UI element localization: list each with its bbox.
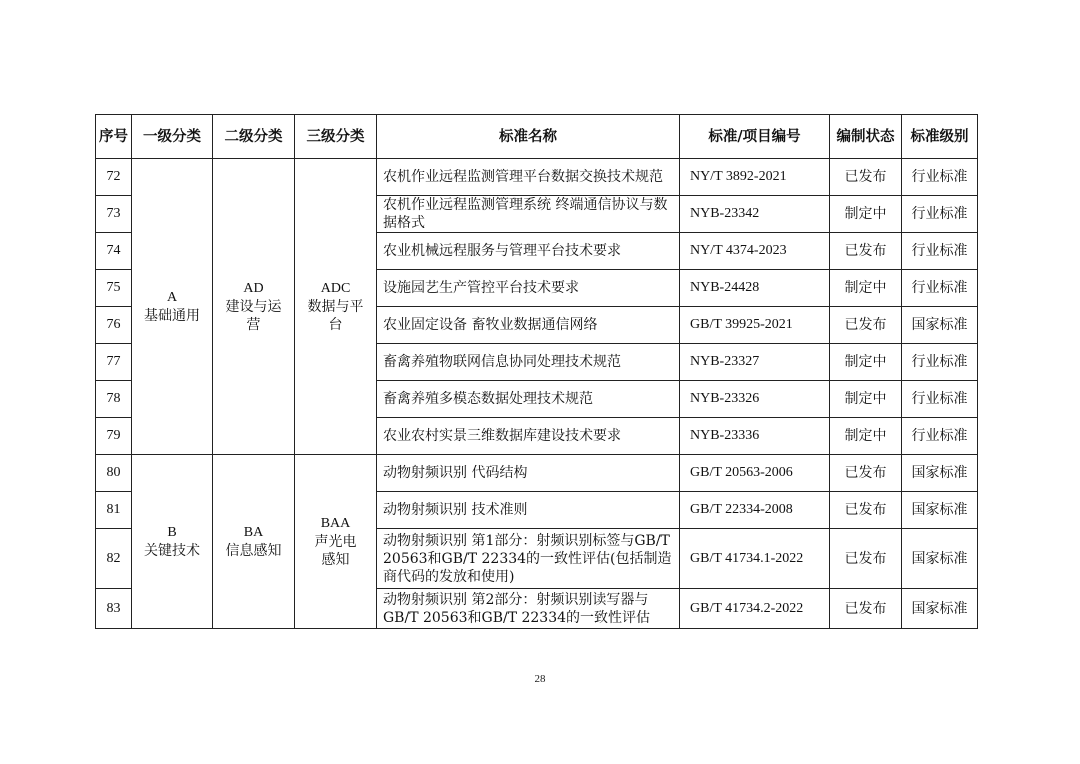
row-grade: 国家标准 [902,455,978,492]
row-name: 动物射频识别 第1部分：射频识别标签与GB/T 20563和GB/T 22334的一致性评估(包括制造商代码的发放和使用) [377,529,680,589]
row-grade: 行业标准 [902,344,978,381]
group-a-level2 [213,159,295,455]
row-code: GB/T 39925-2021 [680,307,830,344]
row-grade: 行业标准 [902,196,978,233]
row-status: 制定中 [830,418,902,455]
header-seq: 序号 [96,115,132,159]
row-status: 已发布 [830,233,902,270]
row-seq: 78 [96,381,132,418]
row-code: GB/T 22334-2008 [680,492,830,529]
row-code: GB/T 41734.1-2022 [680,529,830,589]
level1-name: 关键技术 [144,542,200,559]
row-status: 已发布 [830,529,902,589]
row-grade: 行业标准 [902,381,978,418]
row-name: 农机作业远程监测管理系统 终端通信协议与数据格式 [377,196,680,233]
group-b-level1 [132,455,213,629]
row-status: 已发布 [830,492,902,529]
row-status: 制定中 [830,196,902,233]
level2-code: AD [243,280,264,296]
row-grade: 国家标准 [902,589,978,629]
row-code: NYB-23336 [680,418,830,455]
row-code: NY/T 4374-2023 [680,233,830,270]
row-status: 制定中 [830,270,902,307]
level1-code: A [166,289,178,305]
row-code: NYB-24428 [680,270,830,307]
row-name: 农机作业远程监测管理平台数据交换技术规范 [377,159,680,196]
header-status: 编制状态 [830,115,902,159]
row-name: 动物射频识别 第2部分：射频识别读写器与GB/T 20563和GB/T 22334的一致性评估 [377,589,680,629]
row-name: 畜禽养殖物联网信息协同处理技术规范 [377,344,680,381]
page-number: 28 [534,673,546,685]
row-seq: 76 [96,307,132,344]
row-seq: 81 [96,492,132,529]
row-status: 已发布 [830,589,902,629]
table-row [96,455,978,492]
level3-name: 数据与平台 [307,298,364,333]
group-b-level2 [213,455,295,629]
row-seq: 73 [96,196,132,233]
row-grade: 国家标准 [902,307,978,344]
row-grade: 行业标准 [902,418,978,455]
row-seq: 72 [96,159,132,196]
row-grade: 行业标准 [902,270,978,307]
row-name: 动物射频识别 代码结构 [377,455,680,492]
row-status: 制定中 [830,344,902,381]
header-level1: 一级分类 [132,115,213,159]
table-row [96,159,978,196]
row-code: GB/T 20563-2006 [680,455,830,492]
row-code: GB/T 41734.2-2022 [680,589,830,629]
row-status: 已发布 [830,455,902,492]
header-level3: 三级分类 [295,115,377,159]
group-b-level3 [295,455,377,629]
row-seq: 79 [96,418,132,455]
row-grade: 国家标准 [902,529,978,589]
level2-code: BA [243,524,264,540]
row-name: 设施园艺生产管控平台技术要求 [377,270,680,307]
group-a-level3 [295,159,377,455]
level2-name: 建设与运营 [225,298,282,333]
header-grade: 标准级别 [902,115,978,159]
table-header-row [96,115,978,159]
row-status: 已发布 [830,159,902,196]
row-status: 制定中 [830,381,902,418]
row-grade: 行业标准 [902,233,978,270]
row-code: NYB-23326 [680,381,830,418]
row-seq: 75 [96,270,132,307]
row-name: 畜禽养殖多模态数据处理技术规范 [377,381,680,418]
row-name: 动物射频识别 技术准则 [377,492,680,529]
group-a-level1 [132,159,213,455]
row-name: 农业固定设备 畜牧业数据通信网络 [377,307,680,344]
row-seq: 83 [96,589,132,629]
row-code: NY/T 3892-2021 [680,159,830,196]
row-name: 农业农村实景三维数据库建设技术要求 [377,418,680,455]
level3-code: ADC [320,280,351,296]
level1-name: 基础通用 [144,307,200,324]
header-name: 标准名称 [377,115,680,159]
row-code: NYB-23342 [680,196,830,233]
header-level2: 二级分类 [213,115,295,159]
level2-name: 信息感知 [225,542,282,559]
row-seq: 82 [96,529,132,589]
header-code: 标准/项目编号 [680,115,830,159]
row-seq: 77 [96,344,132,381]
level3-name: 声光电感知 [314,533,357,568]
row-seq: 80 [96,455,132,492]
row-name: 农业机械远程服务与管理平台技术要求 [377,233,680,270]
level1-code: B [167,524,177,540]
row-seq: 74 [96,233,132,270]
row-grade: 国家标准 [902,492,978,529]
row-status: 已发布 [830,307,902,344]
standards-table [95,114,978,629]
level3-code: BAA [320,515,351,531]
row-grade: 行业标准 [902,159,978,196]
row-code: NYB-23327 [680,344,830,381]
